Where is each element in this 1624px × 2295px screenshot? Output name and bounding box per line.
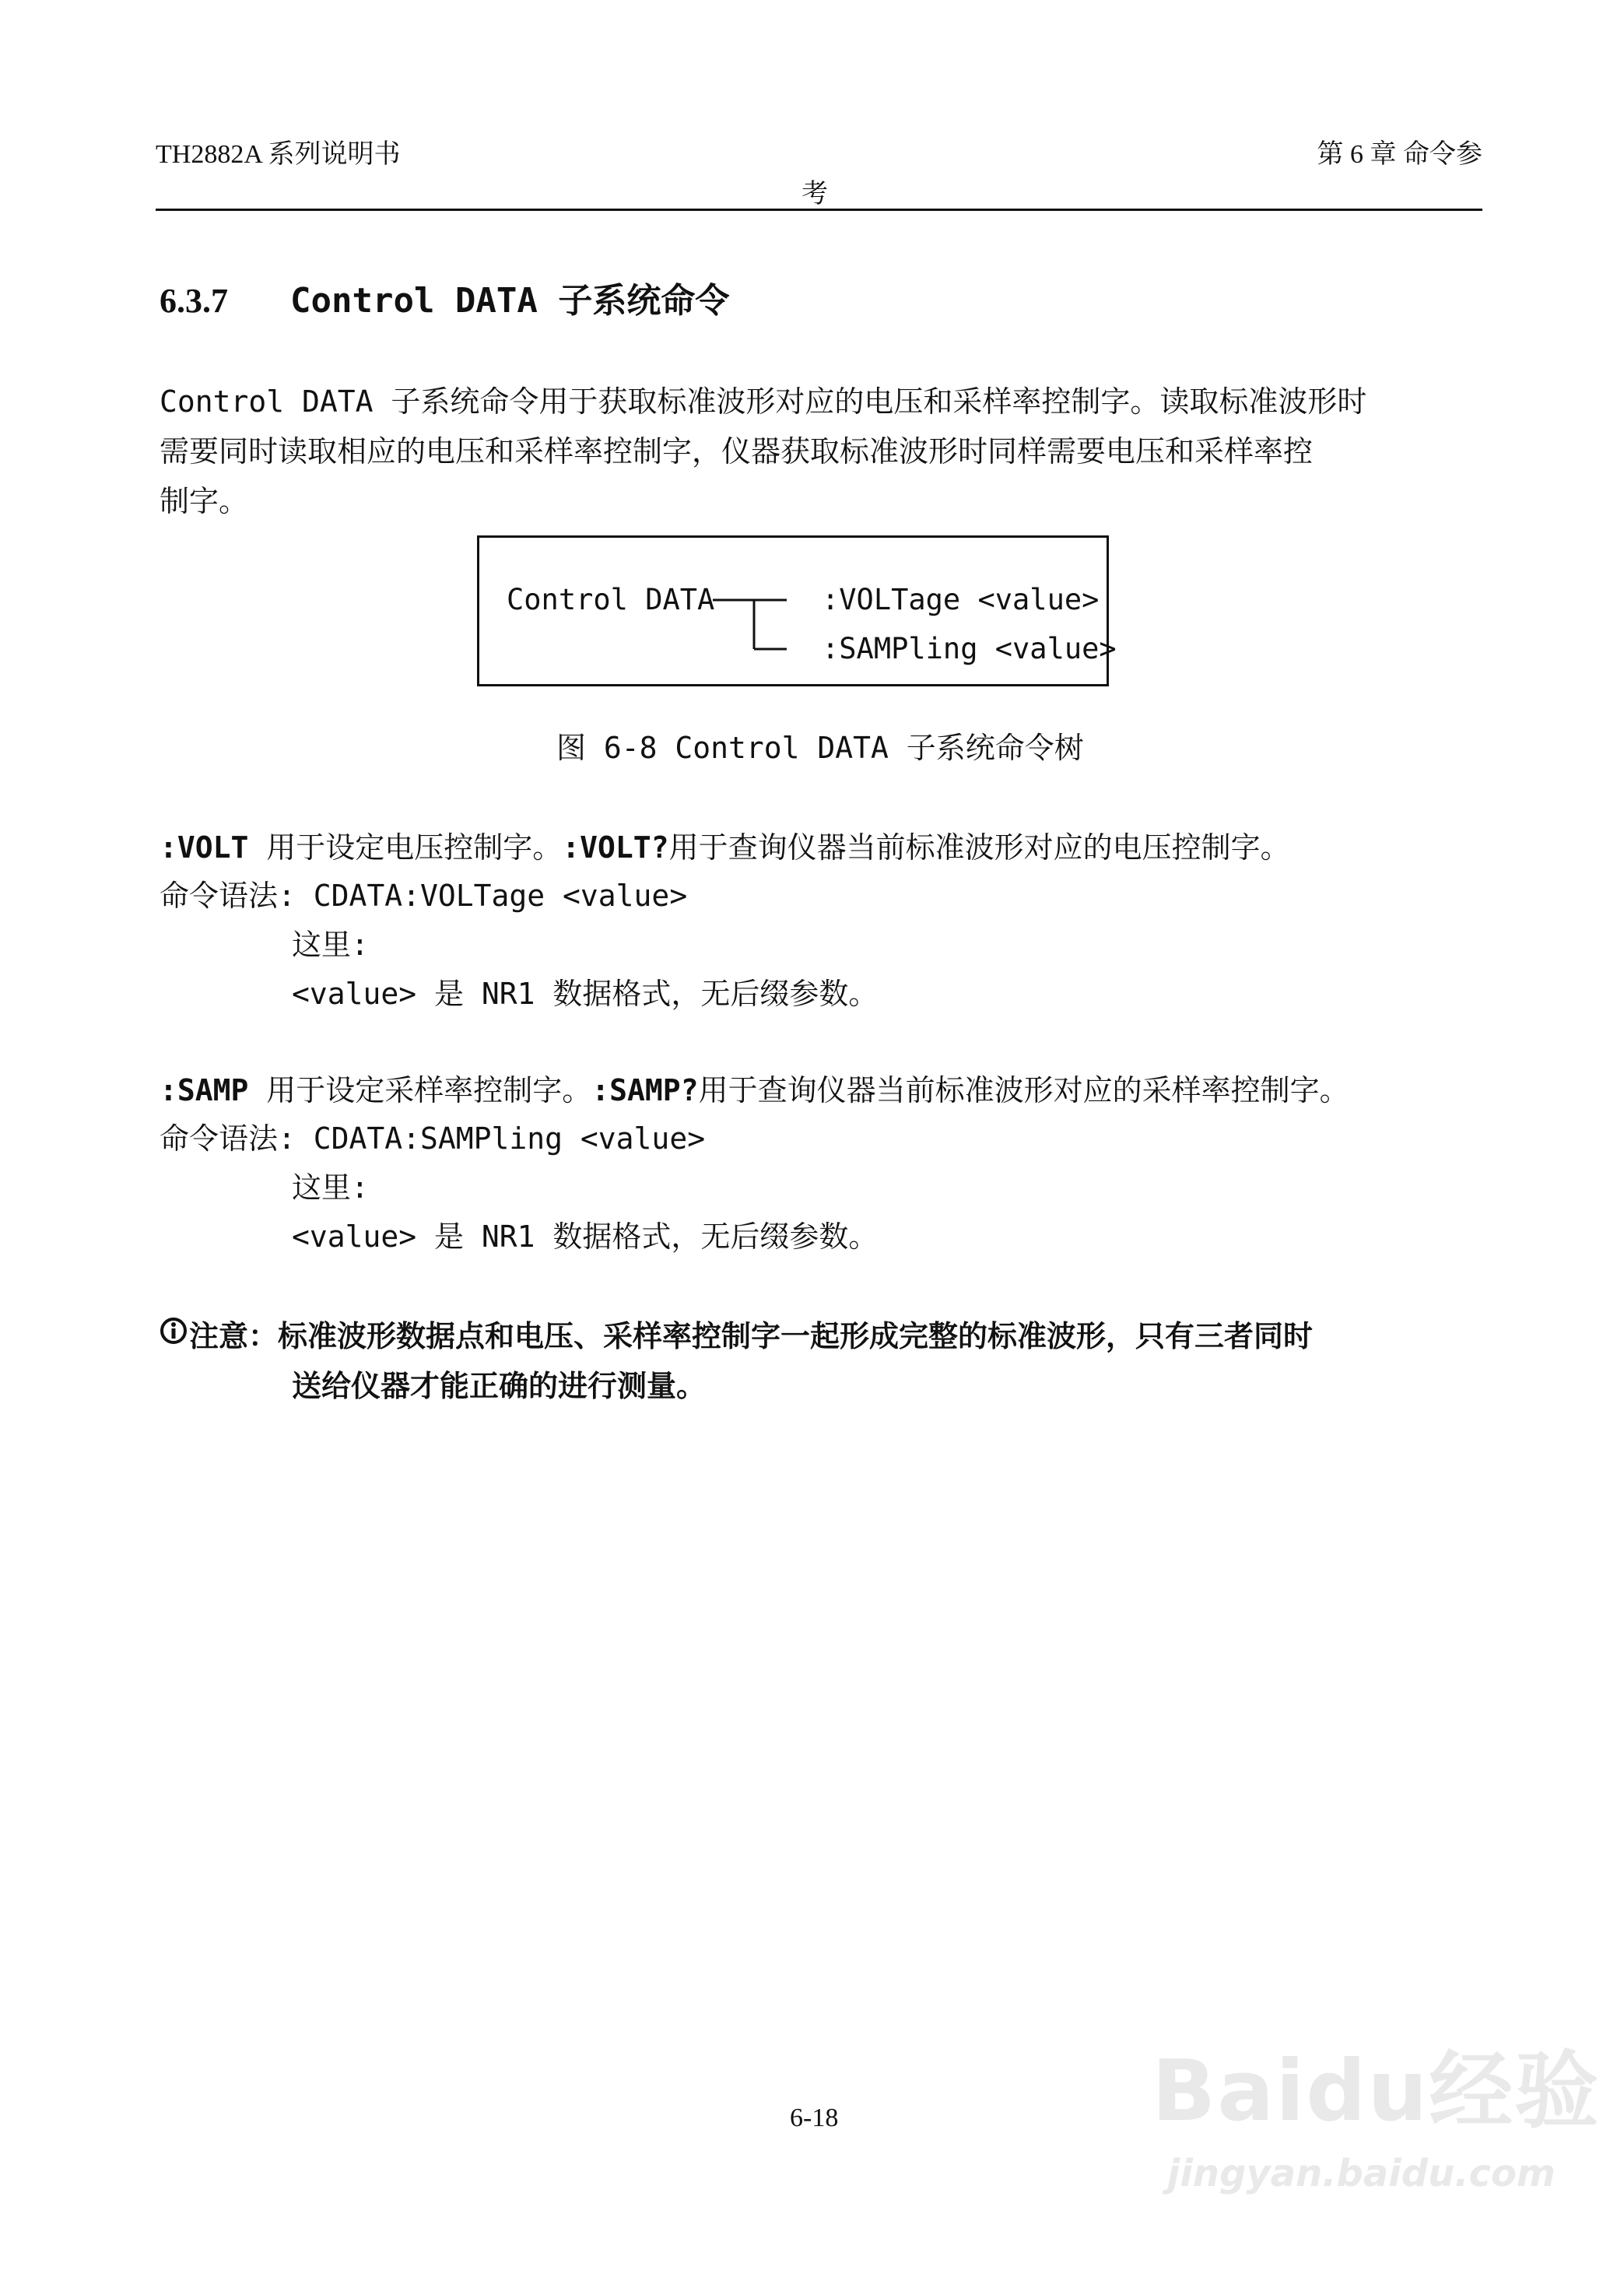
volt-here-label: 这里: — [292, 928, 369, 962]
note-line-2: 送给仪器才能正确的进行测量。 — [292, 1369, 707, 1403]
intro-line-1: Control DATA 子系统命令用于获取标准波形对应的电压和采样率控制字。读取标准波形时 — [160, 384, 1367, 419]
header-chapter-title-wrap: 考 — [801, 180, 828, 209]
volt-desc-a: 用于设定电压控制字。 — [248, 830, 563, 865]
samp-desc-b: 用于查询仪器当前标准波形对应的采样率控制字。 — [698, 1073, 1349, 1107]
samp-description — [160, 1066, 1349, 1109]
volt-command: :VOLT — [160, 830, 249, 865]
samp-syntax: 命令语法: CDATA:SAMPling <value> — [160, 1121, 706, 1156]
header-document-title: TH2882A 系列说明书 — [156, 140, 401, 169]
tree-root-label: Control DATA — [507, 583, 715, 616]
volt-query: :VOLT? — [562, 830, 669, 865]
section-title: Control DATA 子系统命令 — [290, 281, 730, 321]
section-number: 6.3.7 — [160, 282, 228, 320]
samp-here-label: 这里: — [292, 1170, 369, 1205]
volt-description — [160, 823, 1290, 866]
samp-value-note: <value> 是 NR1 数据格式，无后缀参数。 — [292, 1219, 879, 1254]
watermark-logo: Baidu经验 — [1152, 2043, 1601, 2140]
header-rule — [156, 209, 1482, 211]
command-tree-figure — [477, 535, 1117, 686]
section-heading — [160, 272, 729, 322]
volt-desc-b: 用于查询仪器当前标准波形对应的电压控制字。 — [668, 830, 1290, 865]
volt-syntax: 命令语法: CDATA:VOLTage <value> — [160, 879, 688, 913]
samp-desc-a: 用于设定采样率控制字。 — [248, 1073, 592, 1107]
intro-line-3: 制字。 — [160, 484, 249, 518]
watermark-url: jingyan.baidu.com — [1167, 2152, 1556, 2195]
tree-branch-voltage: :VOLTage <value> — [822, 583, 1100, 616]
note-line-1: 注意：标准波形数据点和电压、采样率控制字一起形成完整的标准波形，只有三者同时 — [189, 1319, 1314, 1353]
tree-branch-sampling: :SAMPling <value> — [822, 632, 1117, 665]
page-number: 6-18 — [790, 2104, 839, 2132]
samp-query: :SAMP? — [591, 1073, 699, 1107]
volt-value-note: <value> 是 NR1 数据格式，无后缀参数。 — [292, 977, 879, 1011]
intro-line-2: 需要同时读取相应的电压和采样率控制字，仪器获取标准波形时同样需要电压和采样率控 — [160, 434, 1314, 468]
header-chapter-title: 第 6 章 命令参 — [1317, 140, 1482, 169]
baidu-watermark — [1152, 2023, 1601, 2226]
samp-command: :SAMP — [160, 1073, 249, 1107]
info-icon — [160, 1317, 188, 1345]
figure-caption: 图 6-8 Control DATA 子系统命令树 — [556, 731, 1084, 765]
